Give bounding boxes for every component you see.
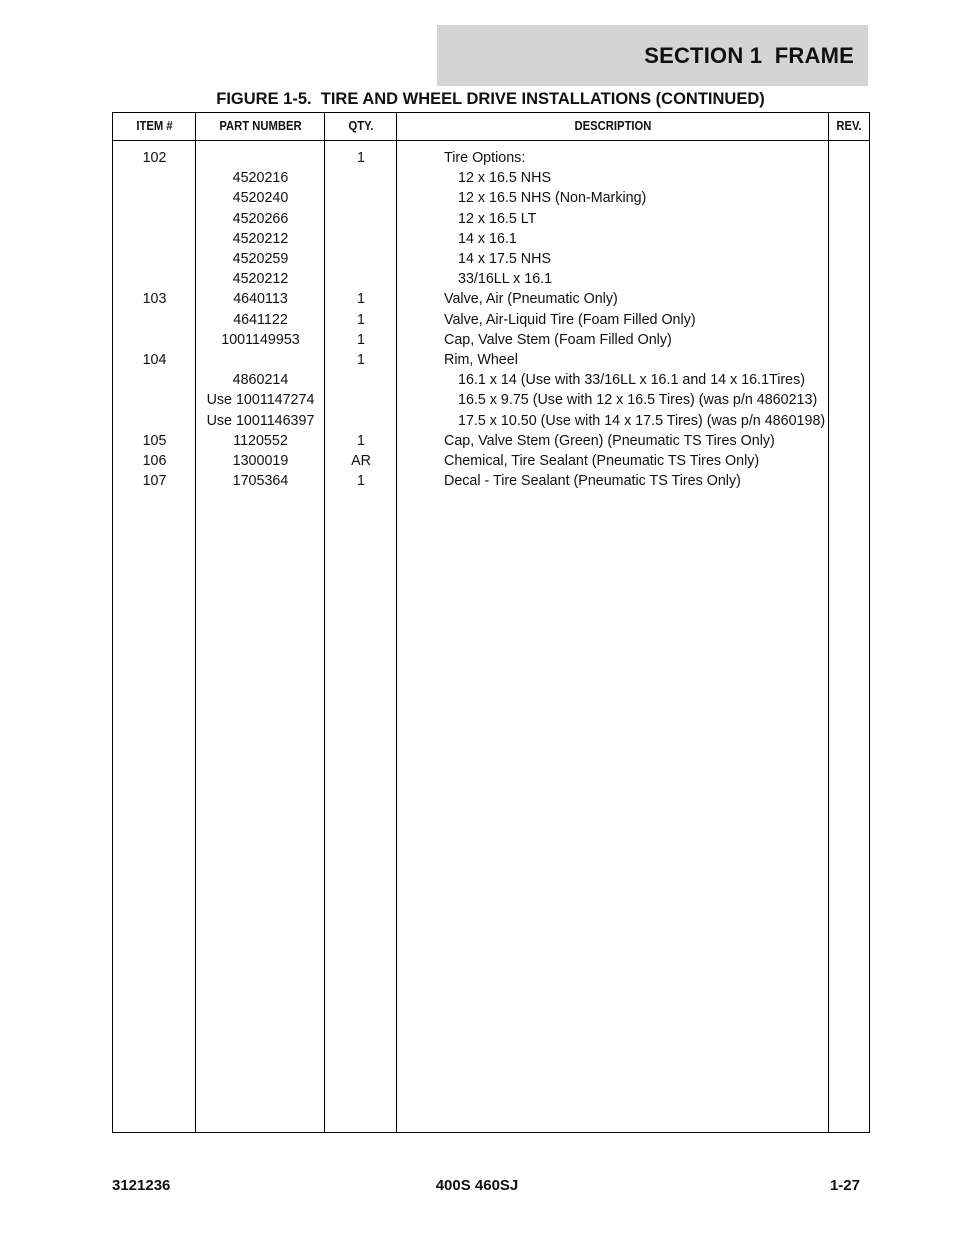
part-number: 1001149953 — [221, 331, 300, 348]
part-number: 4640113 — [233, 291, 288, 308]
header-qty: QTY. — [348, 119, 374, 133]
quantity: 1 — [357, 432, 365, 449]
table-row — [113, 350, 869, 370]
header-item: ITEM # — [136, 119, 173, 133]
quantity: 1 — [357, 311, 365, 328]
description: 12 x 16.5 LT — [458, 210, 537, 227]
part-number: 4520266 — [232, 210, 289, 227]
section-title: SECTION 1 FRAME — [644, 42, 854, 68]
quantity: 1 — [357, 473, 365, 490]
description: Cap, Valve Stem (Foam Filled Only) — [444, 331, 672, 348]
table-row — [113, 390, 869, 410]
part-number: 4641122 — [233, 311, 288, 328]
header-description: DESCRIPTION — [574, 119, 652, 133]
header-rev: REV. — [836, 119, 862, 133]
description: 12 x 16.5 NHS — [458, 170, 551, 187]
part-number: 4860214 — [232, 372, 289, 389]
part-number: 4520216 — [232, 170, 289, 187]
table-row — [113, 411, 869, 431]
item-number: 107 — [142, 473, 167, 490]
description: Valve, Air (Pneumatic Only) — [444, 291, 618, 308]
table-header-row — [113, 113, 869, 141]
description: 14 x 17.5 NHS — [458, 251, 551, 267]
table-row — [113, 471, 869, 491]
part-number: 1300019 — [232, 453, 289, 469]
description: Cap, Valve Stem (Green) (Pneumatic TS Tires Only) — [444, 432, 775, 449]
table-row — [113, 188, 869, 208]
table-row — [113, 148, 869, 168]
quantity: 1 — [357, 331, 365, 348]
description: Decal - Tire Sealant (Pneumatic TS Tires Only) — [444, 473, 741, 490]
item-number: 106 — [142, 453, 167, 469]
table-row — [113, 370, 869, 390]
part-number: Use 1001147274 — [206, 392, 315, 409]
description: 33/16LL x 16.1 — [458, 271, 553, 288]
table-row — [113, 431, 869, 451]
description: 16.1 x 14 (Use with 33/16LL x 16.1 and 14 x 16.1Tires) — [458, 372, 806, 389]
item-number: 103 — [142, 291, 167, 308]
description: Valve, Air-Liquid Tire (Foam Filled Only) — [444, 311, 696, 328]
part-number: 4520259 — [232, 251, 289, 267]
description: 16.5 x 9.75 (Use with 12 x 16.5 Tires) (was p/n 4860213) — [458, 392, 818, 409]
part-number: 4520240 — [232, 190, 289, 207]
part-number: 1120552 — [233, 432, 288, 449]
footer-model: 400S 460SJ — [435, 1177, 519, 1194]
description: 14 x 16.1 — [458, 230, 517, 247]
table-row — [113, 209, 869, 229]
description: Rim, Wheel — [444, 352, 518, 368]
quantity: 1 — [357, 291, 365, 308]
table-row — [113, 168, 869, 188]
description: Chemical, Tire Sealant (Pneumatic TS Tires Only) — [444, 453, 760, 469]
part-number: 1705364 — [232, 473, 289, 490]
footer-doc-number: 3121236 — [112, 1177, 171, 1194]
section-banner — [437, 25, 868, 86]
parts-table — [112, 112, 870, 1133]
quantity: 1 — [357, 352, 365, 368]
description: 17.5 x 10.50 (Use with 14 x 17.5 Tires) (was p/n 4860198) — [458, 412, 826, 429]
quantity: 1 — [357, 150, 365, 166]
table-row — [113, 289, 869, 309]
item-number: 102 — [142, 150, 167, 166]
table-row — [113, 330, 869, 350]
part-number: 4520212 — [232, 271, 289, 288]
header-part-number: PART NUMBER — [219, 119, 302, 133]
table-row — [113, 229, 869, 249]
part-number: Use 1001146397 — [206, 412, 315, 429]
item-number: 104 — [142, 352, 167, 368]
footer-page-number: 1-27 — [829, 1177, 860, 1194]
table-row — [113, 269, 869, 289]
table-row — [113, 451, 869, 471]
description: 12 x 16.5 NHS (Non-Marking) — [458, 190, 647, 207]
quantity: AR — [351, 453, 371, 469]
figure-title: FIGURE 1-5. TIRE AND WHEEL DRIVE INSTALLATIONS (CONTINUED) — [216, 90, 765, 108]
table-row — [113, 310, 869, 330]
item-number: 105 — [142, 432, 167, 449]
table-row — [113, 249, 869, 269]
description: Tire Options: — [444, 150, 526, 166]
part-number: 4520212 — [232, 230, 289, 247]
